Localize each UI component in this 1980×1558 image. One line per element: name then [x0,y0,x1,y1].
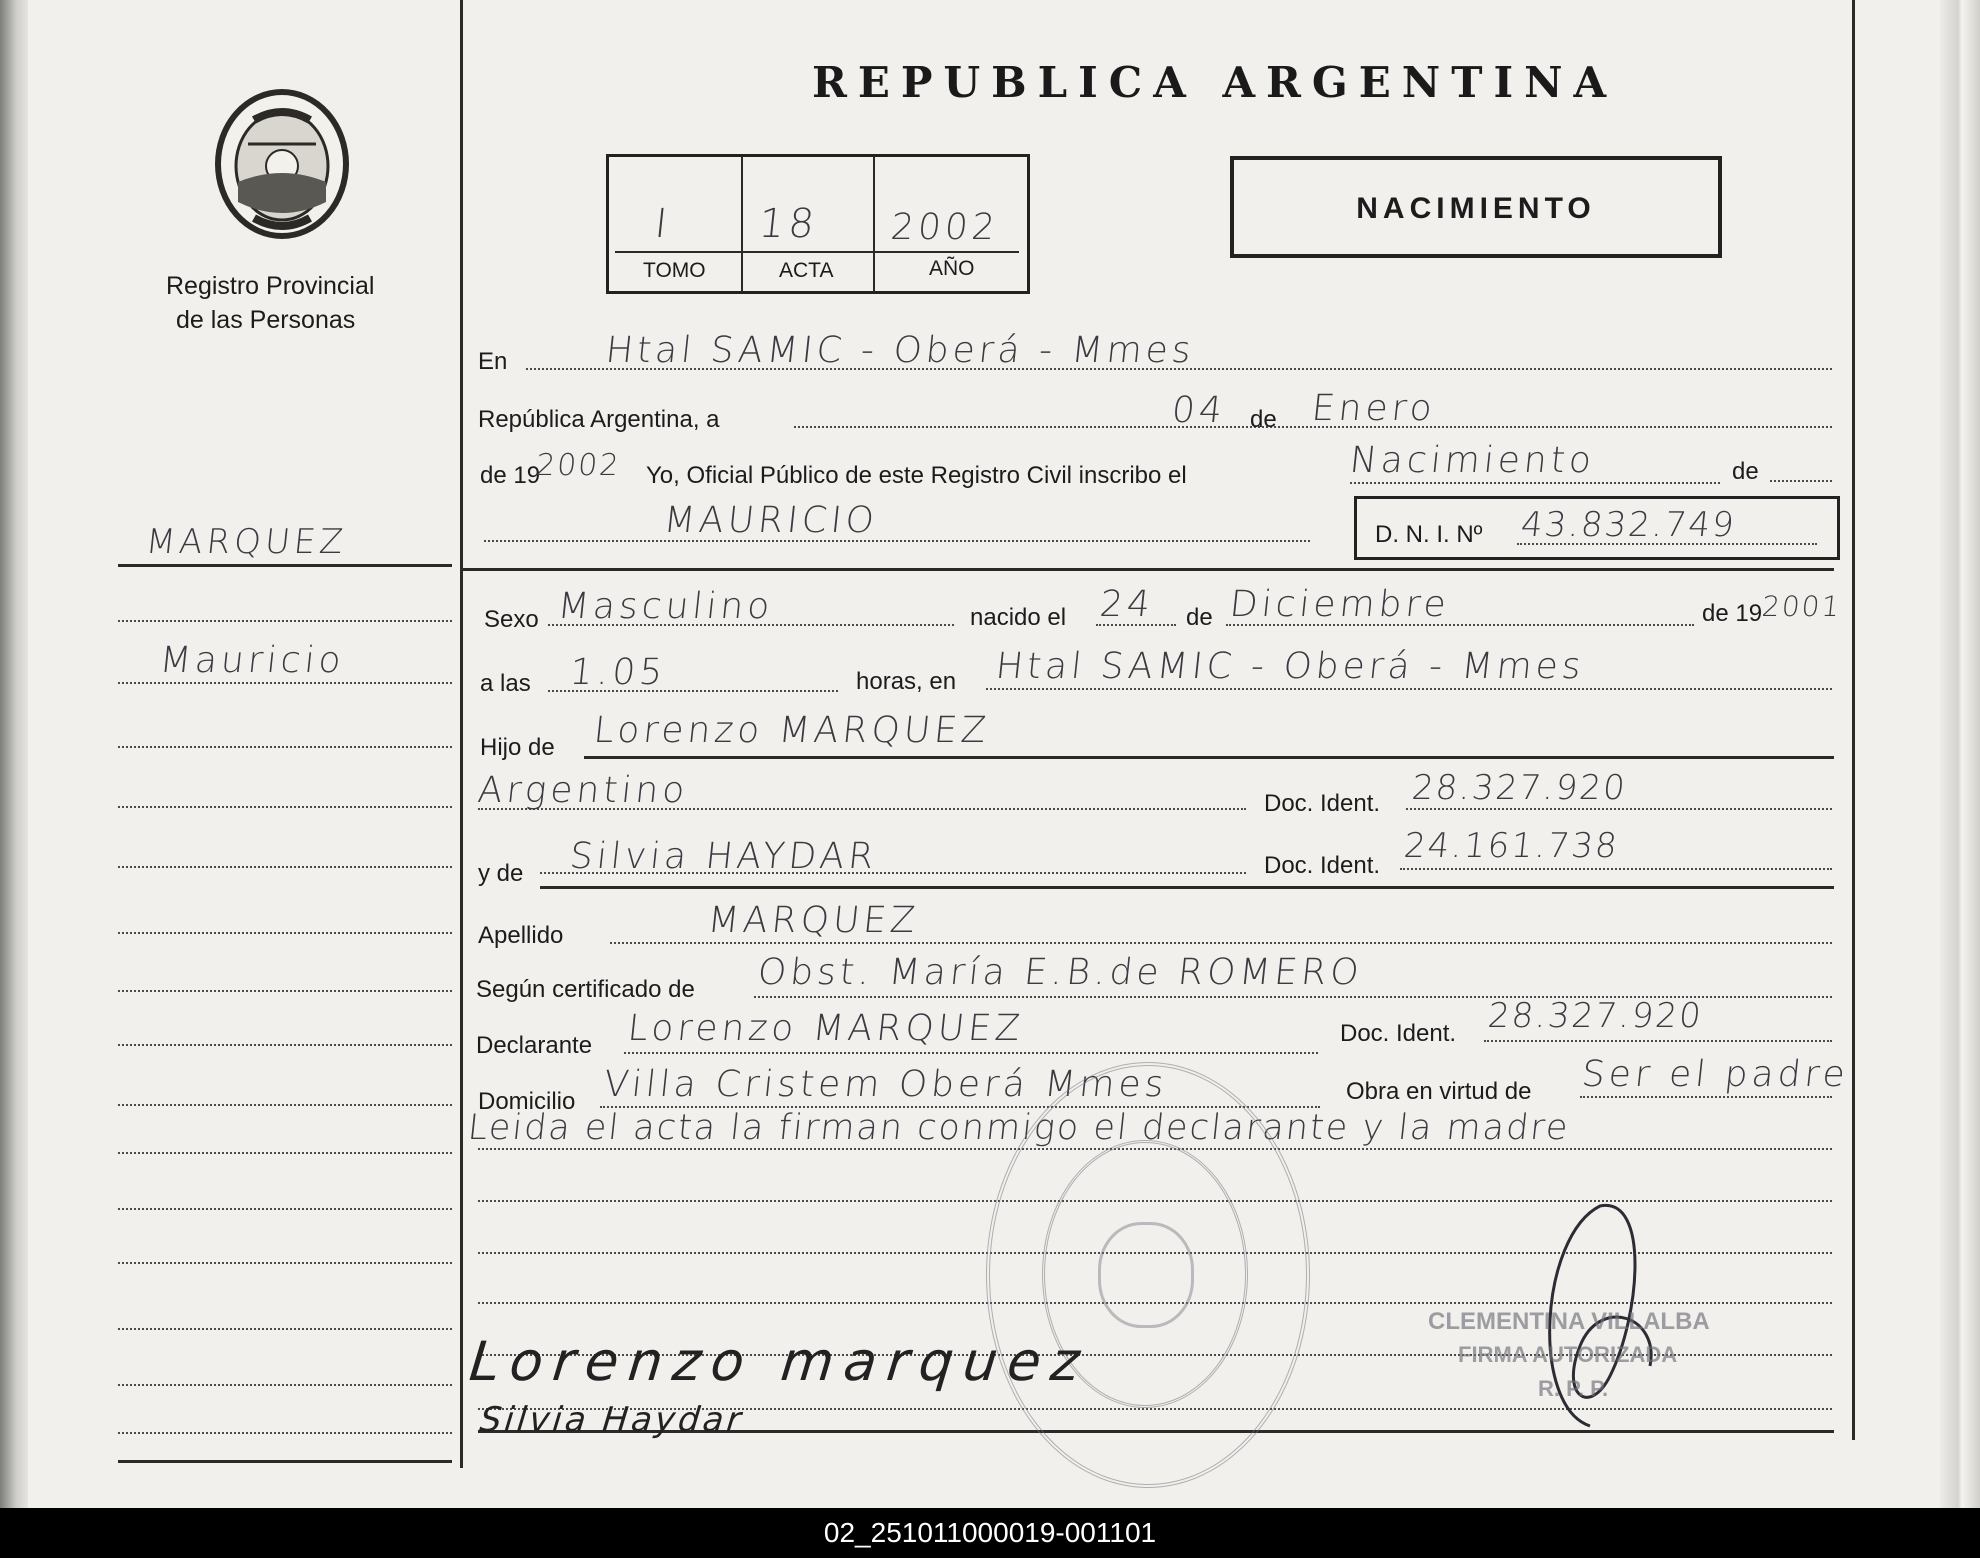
dotted-line [1484,1040,1832,1042]
declarante-doc: 28.327.920 [1485,996,1705,1036]
dotted-line [118,1044,452,1046]
box-divider [873,157,875,291]
dotted-line [1770,480,1832,482]
misiones-seal [208,84,356,242]
father-doc-label: Doc. Ident. [1264,790,1381,817]
dotted-line [610,942,1832,944]
dotted-line [118,746,452,748]
sexo-label: Sexo [484,606,539,633]
declarante-doc-label: Doc. Ident. [1340,1020,1457,1047]
mother-doc: 24.161.738 [1401,826,1621,866]
dni-label: D. N. I. Nº [1375,521,1483,548]
file-id-caption: 02_251011000019-001101 [0,1508,1980,1558]
dotted-line [118,1208,452,1210]
dotted-line [118,866,452,868]
right-border [1852,0,1855,1440]
obra-label: Obra en virtud de [1346,1078,1532,1105]
de-19-label-2: de 19 [1702,600,1763,627]
tomo-acta-anio-box [606,154,1030,294]
nacido-label: nacido el [970,604,1067,631]
dotted-line [118,682,452,684]
de-label-2: de [1186,604,1213,631]
dotted-line [118,1152,452,1154]
record-type-box [1230,156,1722,258]
record-type: NACIMIENTO [1356,192,1596,225]
declarante-value: Lorenzo MARQUEZ [625,1008,1026,1049]
stamp-emblem [1098,1222,1194,1328]
dotted-line [118,1432,452,1434]
segun-value: Obst. María E.B.de ROMERO [755,952,1365,993]
anio-value: 2002 [888,207,1001,248]
official-role: FIRMA AUTORIZADA [1458,1342,1678,1367]
birth-year: 2001 [1760,590,1843,623]
box-divider [741,157,743,291]
y-de-label: y de [478,860,524,887]
box-underline [615,251,1019,253]
registry-name-line1: Registro Provincial [166,272,375,300]
birth-month: Diciembre [1227,584,1452,625]
name-value: MAURICIO [661,500,880,541]
dotted-line [118,806,452,808]
margin-divider-line [118,564,452,567]
section-divider [462,568,1834,571]
dotted-line [1406,808,1832,810]
dotted-line [118,1104,452,1106]
birth-day: 24 [1097,584,1156,625]
yo-text: Yo, Oficial Público de este Registro Civil inscribo el [646,462,1187,489]
margin-divider [460,0,463,1468]
dotted-line [118,1384,452,1386]
father-doc: 28.327.920 [1409,768,1629,808]
apellido-label: Apellido [478,922,564,949]
underline [584,756,1834,759]
book-binding [0,0,28,1508]
inscribo-value: Nacimiento [1347,440,1598,481]
leida-value: Leida el acta la firman conmigo el declarante y la madre [465,1108,1572,1148]
de-label: de [1250,406,1277,433]
year-value: 2002 [534,448,623,483]
margin-surname: MARQUEZ [143,522,349,562]
hour-value: 1.05 [567,652,669,693]
hijo-label: Hijo de [480,734,555,761]
country-title: REPUBLICA ARGENTINA [812,58,1618,107]
dotted-line [1400,868,1832,870]
mother-doc-label: Doc. Ident. [1264,852,1381,879]
segun-label: Según certificado de [476,976,695,1003]
dotted-line [986,688,1832,690]
dotted-line [1580,1096,1832,1098]
acta-label: ACTA [779,259,834,282]
en-value: Htal SAMIC - Oberá - Mmes [603,330,1197,371]
mother-signature: Silvia Haydar [477,1400,746,1440]
sexo-value: Masculino [555,586,776,627]
mother-name: Silvia HAYDAR [567,836,880,877]
anio-label: AÑO [929,257,975,280]
domicilio-value: Villa Cristem Oberá Mmes [601,1064,1170,1105]
margin-given-name: Mauricio [157,640,347,681]
a-las-label: a las [480,670,531,697]
dotted-line [118,620,452,622]
dotted-line [118,990,452,992]
father-nationality: Argentino [475,770,691,811]
dotted-line [118,932,452,934]
underline [540,886,1834,889]
acta-value: 18 [756,201,821,247]
dotted-line [118,1328,452,1330]
month-value: Enero [1309,388,1438,429]
republica-label: República Argentina, a [478,406,720,433]
registry-name-line2: de las Personas [176,306,356,334]
tomo-value: I [652,201,674,247]
page-edges [1940,0,1980,1508]
dotted-line [1350,482,1720,484]
margin-bottom-line [118,1460,452,1463]
dotted-line [484,540,1310,542]
birth-place: Htal SAMIC - Oberá - Mmes [993,646,1587,687]
apellido-value: MARQUEZ [705,900,921,941]
en-label: En [478,348,508,375]
dotted-line [624,1052,1318,1054]
tomo-label: TOMO [643,259,706,282]
official-office: R. P. P. [1538,1376,1609,1401]
de-19-label: de 19 [480,462,541,489]
domicilio-label: Domicilio [478,1088,576,1115]
dni-box [1354,496,1840,560]
official-name: CLEMENTINA VILLALBA [1428,1308,1710,1335]
horas-label: horas, en [856,668,957,695]
father-signature: Lorenzo marquez [466,1330,1093,1393]
obra-value: Ser el padre [1579,1054,1851,1095]
de-end-label: de [1732,458,1759,485]
declarante-label: Declarante [476,1032,593,1059]
dotted-line [118,1262,452,1264]
day-value: 04 [1169,390,1228,431]
father-name: Lorenzo MARQUEZ [591,710,992,751]
dni-value: 43.832.749 [1518,505,1738,545]
